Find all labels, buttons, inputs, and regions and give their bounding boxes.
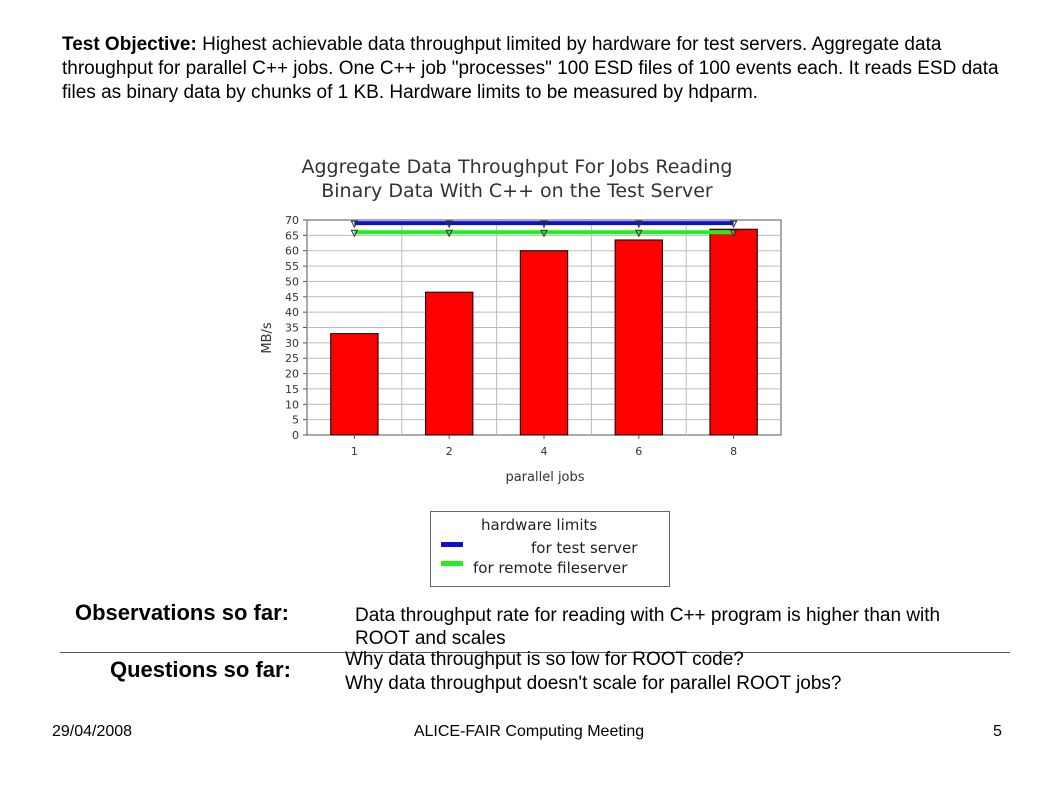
y-tick-label: 20 [285,367,299,381]
y-tick-label: 0 [292,429,299,442]
bar [520,251,567,435]
throughput-chart [255,150,795,495]
x-axis-label: parallel jobs [505,470,585,485]
footer-date: 29/04/2008 [52,723,133,740]
questions-label: Questions so far: [110,657,291,682]
x-tick-label: 8 [730,445,738,458]
chart-title-line-2: Binary Data With C++ on the Test Server [321,180,713,202]
y-tick-label: 65 [285,229,299,243]
y-tick-label: 15 [285,382,299,396]
legend-label-remote-fileserver: for remote fileserver [473,559,628,577]
y-tick-label: 55 [285,260,299,274]
legend-swatch-remote-fileserver [441,561,463,566]
x-tick-label: 4 [540,445,548,458]
x-tick-label: 6 [635,445,643,458]
footer-page-number: 5 [993,723,1002,740]
y-tick-label: 60 [285,244,299,258]
y-tick-label: 45 [285,290,299,304]
legend-title: hardware limits [481,516,598,534]
y-axis-label: MB/s [260,322,275,354]
y-tick-label: 25 [285,352,299,366]
observations-label: Observations so far: [75,600,289,625]
chart-title-line-1: Aggregate Data Throughput For Jobs Reading [301,156,733,178]
observations-text: Data throughput rate for reading with C++ program is higher than with ROOT and scales [355,605,941,649]
bar [426,292,473,435]
objective-text: Highest achievable data throughput limited by hardware for test servers. Aggregate data throughput for parallel C++ jobs. One C++ job "processes" 100 ESD files of 100 events each. It reads ESD data files as binary data by chunks of 1 KB. Hardware limits to be measured by hdparm. [62,34,999,103]
test-objective [62,33,1022,105]
y-tick-label: 70 [285,214,299,227]
legend-label-test-server: for test server [531,539,638,557]
plot-area [285,214,781,458]
y-tick-label: 50 [285,275,299,289]
questions-text [345,648,945,696]
y-tick-label: 30 [285,336,299,350]
legend-swatch-test-server [441,542,463,547]
objective-label: Test Objective: [62,34,197,55]
question-1: Why data throughput is so low for ROOT code? [345,649,744,670]
bar [331,334,378,435]
x-tick-label: 1 [350,445,358,458]
bar [710,229,757,435]
chart-legend [430,511,670,587]
y-tick-label: 40 [285,306,299,320]
footer-meeting: ALICE-FAIR Computing Meeting [413,723,645,740]
bar [615,240,662,435]
x-tick-label: 2 [445,445,453,458]
question-2: Why data throughput doesn't scale for parallel ROOT jobs? [345,673,842,694]
y-tick-label: 5 [292,413,299,427]
y-tick-label: 10 [285,398,299,412]
y-tick-label: 35 [285,321,299,335]
